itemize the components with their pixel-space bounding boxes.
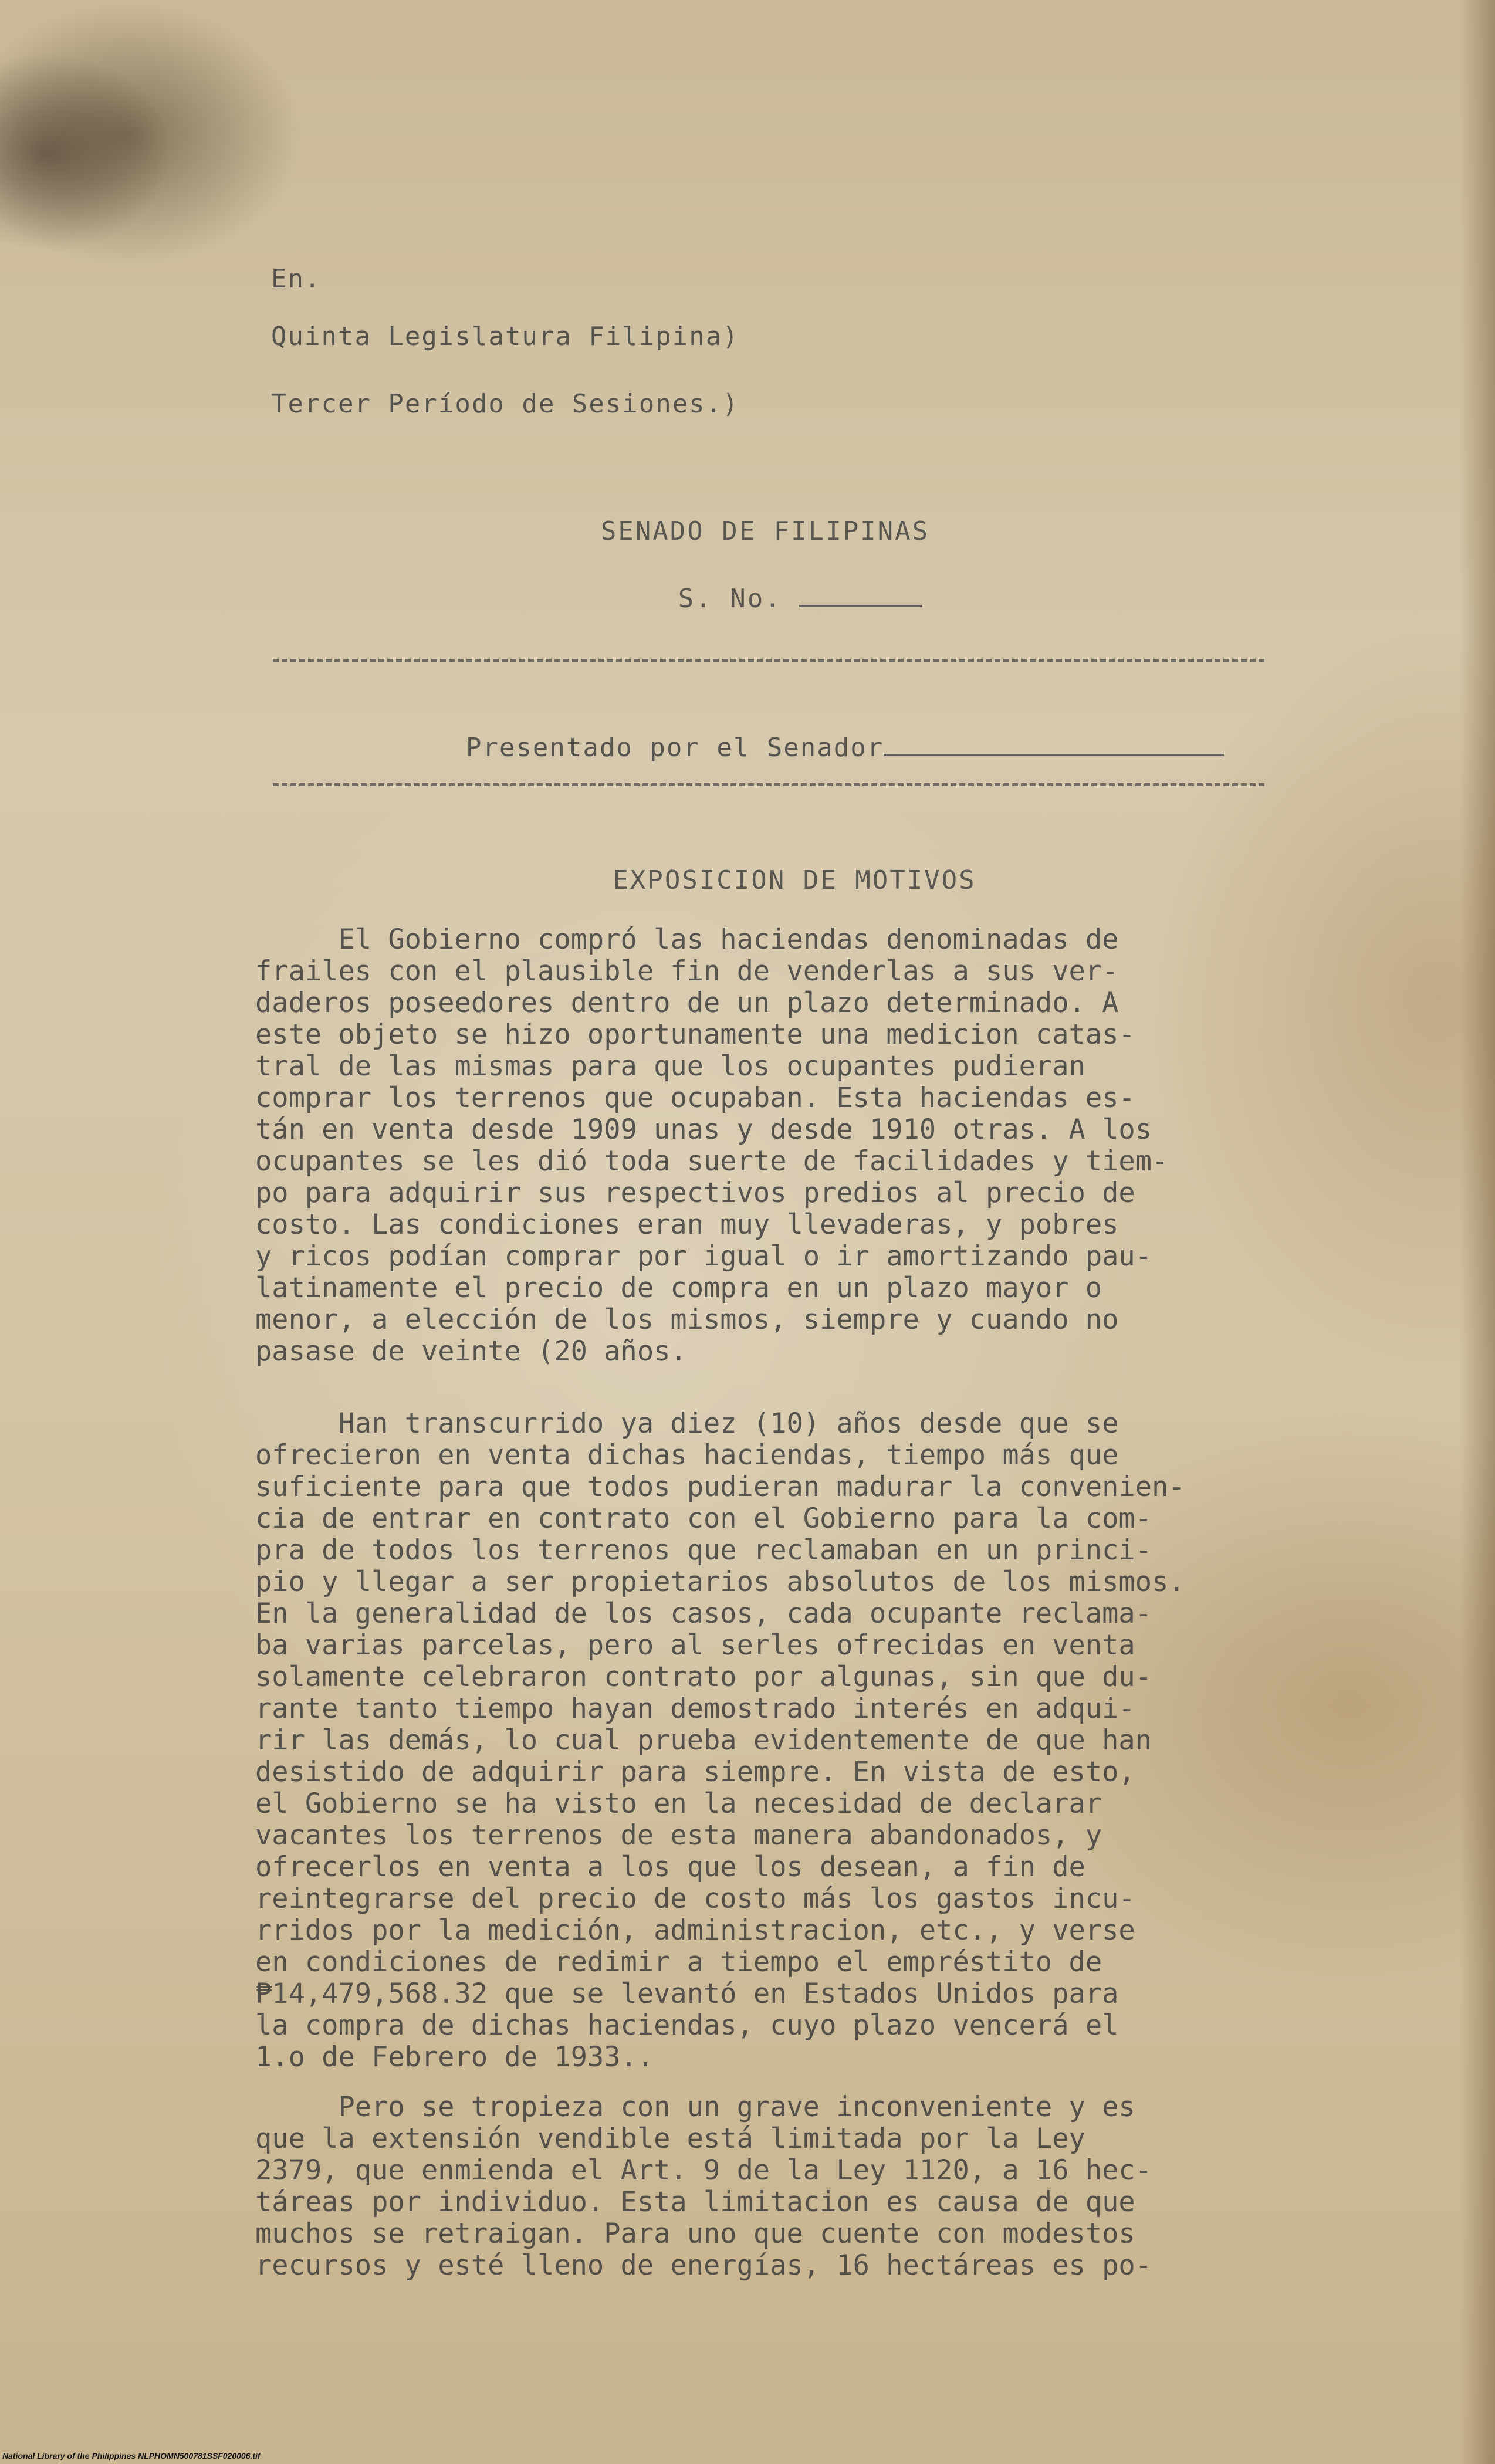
divider-bottom: [273, 783, 1264, 786]
bill-number-label: S. No.: [678, 584, 782, 614]
senate-title: SENADO DE FILIPINAS: [600, 516, 930, 546]
header-prefix: En.: [271, 264, 322, 294]
presented-by-blank: [884, 734, 1224, 756]
header-legislature: Quinta Legislatura Filipina): [271, 321, 739, 351]
bill-number: [0, 584, 1495, 614]
bill-number-blank: [799, 585, 922, 607]
section-title: EXPOSICION DE MOTIVOS: [613, 865, 976, 895]
presented-by: [399, 703, 1224, 793]
header-session: Tercer Período de Sesiones.): [271, 389, 739, 419]
page-edge-shadow: [1460, 0, 1495, 2464]
divider-top: [273, 659, 1264, 662]
paragraph-3: Pero se tropieza con un grave inconveniente y es que la extensión vendible está limitada por la Ley 2379, que enmienda el Art. 9 de la Ley 1120, a 16 hec- táreas por individuo. Esta limitacion es causa de que muchos se retraigan. Para uno que cuente con modestos recursos y esté lleno de energías, 16 hectáreas es po-: [255, 2091, 1152, 2282]
presented-by-label: Presentado por el Senador: [465, 733, 884, 763]
footer-caption: National Library of the Philippines NLPHOMN500781SSF020006.tif: [2, 2451, 261, 2460]
paragraph-2: Han transcurrido ya diez (10) años desde que se ofrecieron en venta dichas haciendas, tiempo más que suficiente para que todos pudieran madurar la convenien- cia de entrar en contrato con el Gobierno para la com- pra de todos los terrenos que reclamaban en un princi- pio y llegar a ser propietarios absolutos de los mismos. En la generalidad de los casos, cada ocupante reclama- ba varias parcelas, pero al serles ofrecidas en venta solamente celebraron contrato por algunas, sin que du- rante tanto tiempo hayan demostrado interés en adqui- rir las demás, lo cual prueba evidentemente de que han desistido de adquirir para siempre. En vista de esto, el Gobierno se ha visto en la necesidad de declarar vacantes los terrenos de esta manera abandonados, y ofrecerlos en venta a los que los desean, a fin de reintegrarse del precio de costo más los gastos incu- rridos por la medición, administracion, etc., y verse en condiciones de redimir a tiempo el empréstito de ₱14,479,568.32 que se levantó en Estados Unidos para la compra de dichas haciendas, cuyo plazo vencerá el 1.o de Febrero de 1933..: [255, 1407, 1185, 2073]
paragraph-1: El Gobierno compró las haciendas denominadas de frailes con el plausible fin de venderlas a sus ver- daderos poseedores dentro de un plazo determinado. A este objeto se hizo oportunamente una medicion catas- tral de las mismas para que los ocupantes pudieran comprar los terrenos que ocupaban. Esta haciendas es- tán en venta desde 1909 unas y desde 1910 otras. A los ocupantes se les dió toda suerte de facilidades y tiem- po para adquirir sus respectivos predios al precio de costo. Las condiciones eran muy llevaderas, y pobres y ricos podían comprar por igual o ir amortizando pau- latinamente el precio de compra en un plazo mayor o menor, a elección de los mismos, siempre y cuando no pasase de veinte (20 años.: [255, 923, 1169, 1368]
